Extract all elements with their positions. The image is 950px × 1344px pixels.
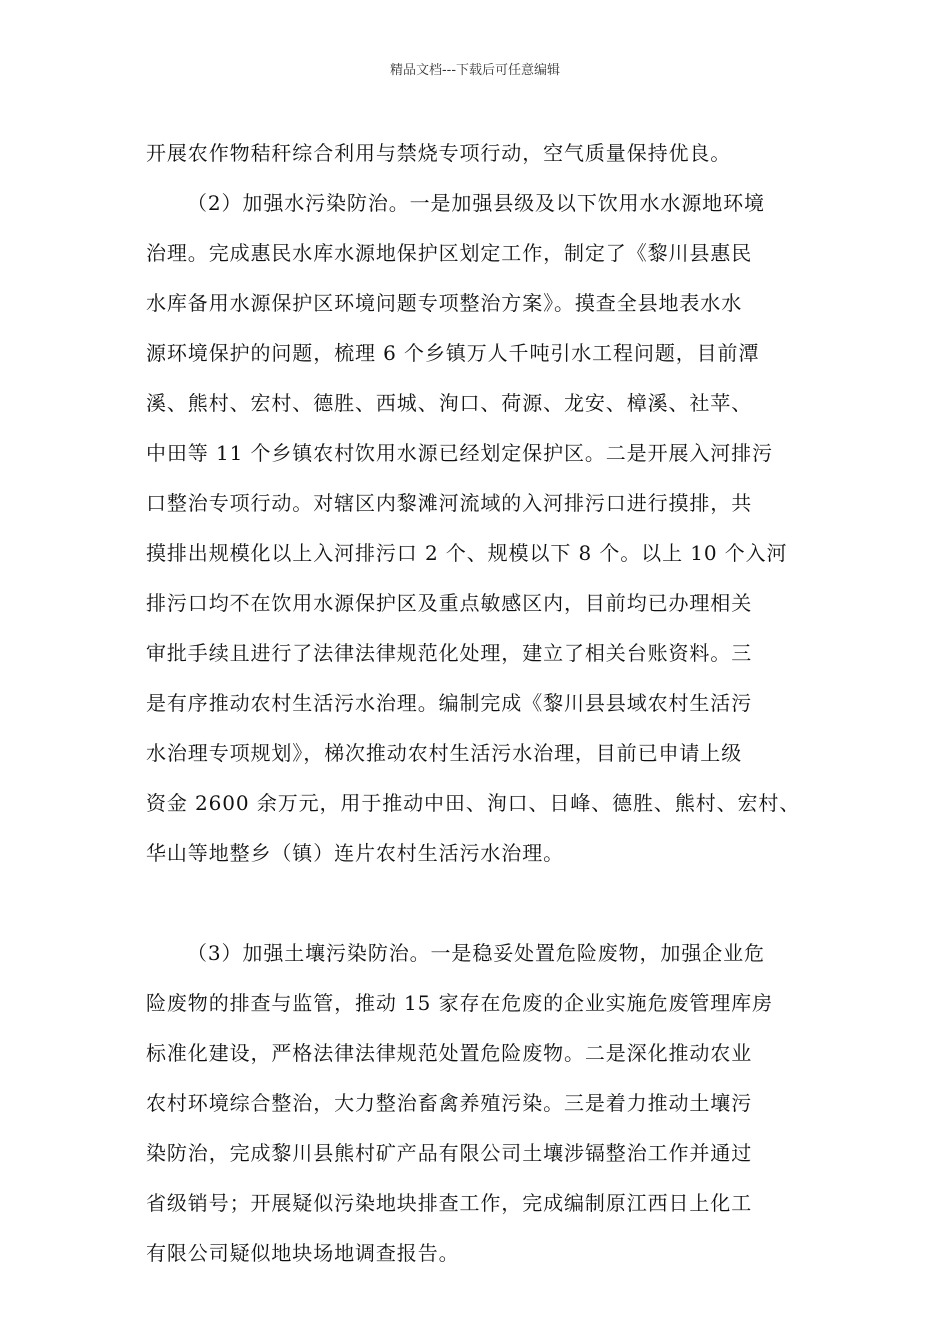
paragraph-air-quality	[146, 128, 826, 178]
text-line: 资金 2600 余万元，用于推动中田、洵口、日峰、德胜、熊村、宏村、	[146, 791, 801, 815]
text-line: 治理。完成惠民水库水源地保护区划定工作，制定了《黎川县惠民	[146, 241, 753, 265]
text-line: 是有序推动农村生活污水治理。编制完成《黎川县县域农村生活污	[146, 691, 753, 715]
text-line: 开展农作物秸秆综合利用与禁烧专项行动，空气质量保持优良。	[146, 141, 732, 165]
text-line: （2）加强水污染防治。一是加强县级及以下饮用水水源地环境	[187, 191, 765, 215]
text-line: 口整治专项行动。对辖区内黎滩河流域的入河排污口进行摸排，共	[146, 491, 753, 515]
text-line: 审批手续且进行了法律法律规范化处理，建立了相关台账资料。三	[146, 641, 753, 665]
text-line: 排污口均不在饮用水源保护区及重点敏感区内，目前均已办理相关	[146, 591, 753, 615]
paragraph-water-pollution	[146, 178, 826, 928]
text-line: 水库备用水源保护区环境问题专项整治方案》。摸查全县地表水水	[146, 291, 743, 315]
text-line: 水治理专项规划》，梯次推动农村生活污水治理，目前已申请上级	[146, 741, 743, 765]
document-body	[146, 128, 826, 1278]
text-line: 有限公司疑似地块场地调查报告。	[146, 1241, 460, 1265]
text-line: 险废物的排查与监管，推动 15 家存在危废的企业实施危废管理库房	[146, 991, 773, 1015]
text-line: 省级销号；开展疑似污染地块排查工作，完成编制原江西日上化工	[146, 1191, 753, 1215]
page-header: 精品文档---下载后可任意编辑	[389, 63, 561, 78]
text-line: 溪、熊村、宏村、德胜、西城、洵口、荷源、龙安、樟溪、社苹、	[146, 391, 753, 415]
text-line: 源环境保护的问题，梳理 6 个乡镇万人千吨引水工程问题，目前潭	[146, 341, 760, 365]
text-line: 染防治，完成黎川县熊村矿产品有限公司土壤涉镉整治工作并通过	[146, 1141, 753, 1165]
text-line: （3）加强土壤污染防治。一是稳妥处置危险废物，加强企业危	[187, 941, 765, 965]
text-line: 农村环境综合整治，大力整治畜禽养殖污染。三是着力推动土壤污	[146, 1091, 753, 1115]
text-line: 标准化建设，严格法律法律规范处置危险废物。二是深化推动农业	[146, 1041, 753, 1065]
text-line: 中田等 11 个乡镇农村饮用水源已经划定保护区。二是开展入河排污	[146, 441, 773, 465]
paragraph-soil-pollution	[146, 928, 826, 1278]
text-line: 华山等地整乡（镇）连片农村生活污水治理。	[146, 841, 564, 865]
text-line	[146, 878, 826, 928]
text-line: 摸排出规模化以上入河排污口 2 个、规模以下 8 个。以上 10 个入河	[146, 541, 788, 565]
